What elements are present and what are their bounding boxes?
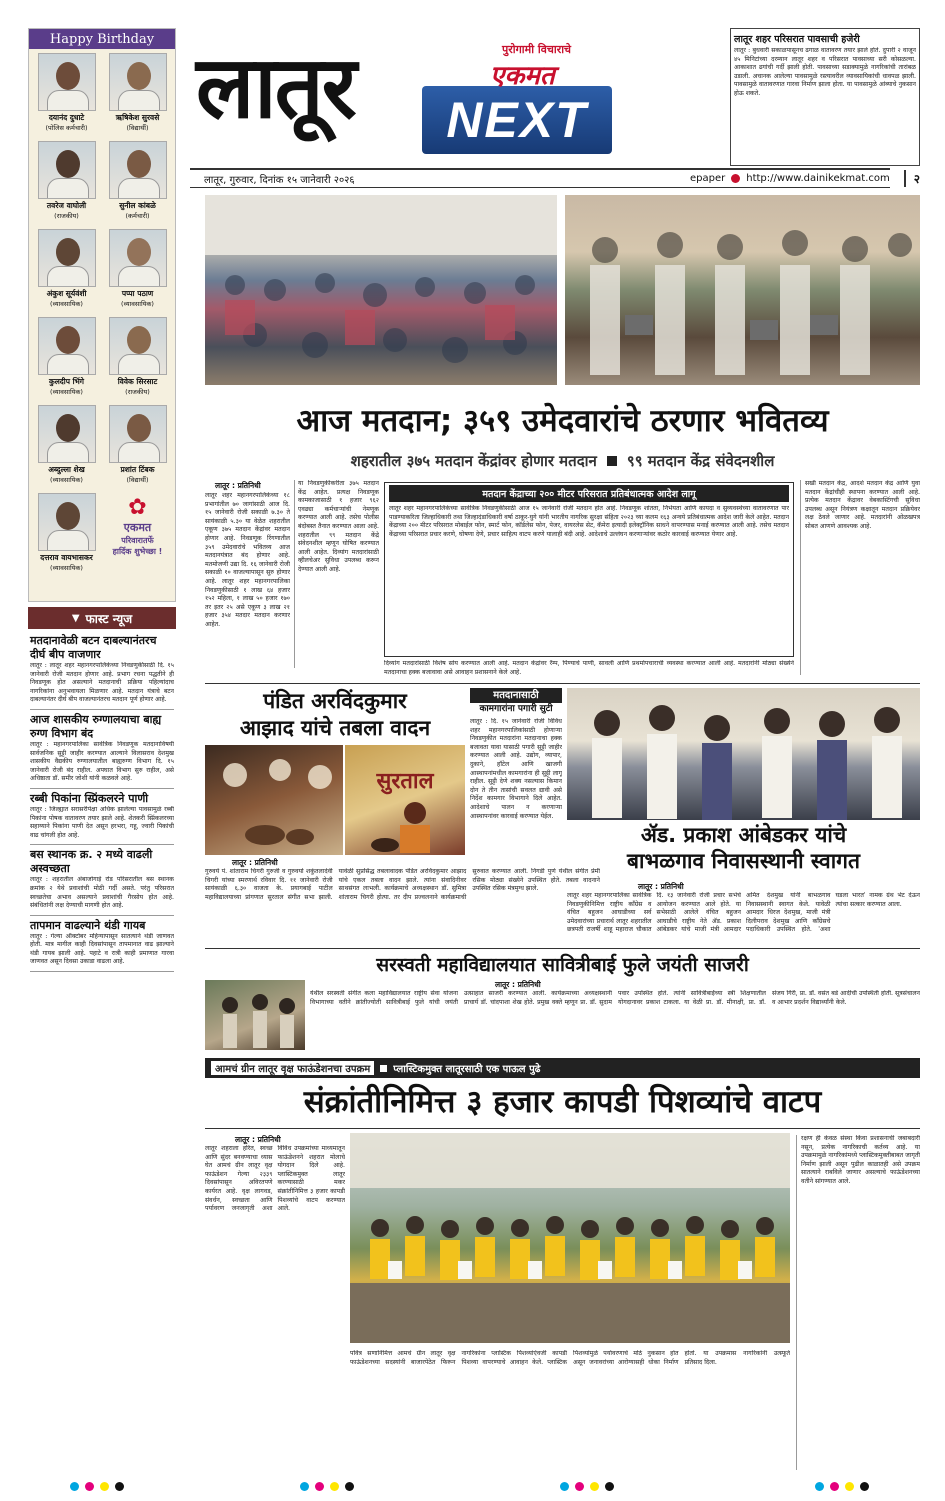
globe-icon [731,174,740,183]
green-body-col2: पवित्र सणानिमित्त आमचं ग्रीन लातूर वृक्ष फाऊंडेशनच्या सदस्यांनी बाजारपेठेत फिरून नागरिकांना प्लास्टिक पिशव्यांऐवजी कापडी पिशव्या वापरण्याचे आवाहन केले. प्लास्टिक पिशव्यांमुळे पर्यावरणाचे मोठे नुकसान होत असून जनावरांच्या आरोग्यासही धोका निर्माण होतो. या उपक्रमास नागरिकांनी उत्स्फूर्त प्रतिसाद दिला. [350,1350,790,1366]
birthday-wish-line: हार्दिक शुभेच्छा ! [112,547,163,556]
fast-news-headline: आज शासकीय रुग्णालयाचा बाह्य रुग्ण विभाग बंद [30,712,162,740]
savitri-body: येथील सरस्वती संगीत कला महाविद्यालयात राष्ट्रीय सेवा योजना विभागाच्या वतीने क्रांतीज्योती सावित्रीबाई फुले यांची जयंती उत्साहात साजरी करण्यात आली. कार्यक्रमाच्या अध्यक्षस्थानी प्राचार्य डॉ. चांदपाशा शेख होते. प्रमुख वक्ते म्हणून प्रा. डॉ. सुदाम पवार उपस्थित होते. त्यांनी सावित्रीबाईंच्या स्त्री शिक्षणातील योगदानावर प्रकाश टाकला. या वेळी प्रा. डॉ. मीनाक्षी, प्रा. डॉ. संजय गिरी, प्रा. डॉ. वसंत बडे आदींची उपस्थिती होती. सूत्रसंचालन व आभार प्रदर्शन विद्यार्थ्यांनी केले. [310,990,920,1006]
yellow-dot-icon [330,1482,339,1491]
ambedkar-byline: लातूर : प्रतिनिधी [638,882,684,891]
birthday-title: Happy Birthday [29,29,175,49]
person-name: पप्पा पठाण [121,289,154,298]
savitri-headline: सरस्वती महाविद्यालयात सावित्रीबाई फुले जयंती साजरी [376,954,749,976]
person-photo [38,53,96,111]
birthday-person [33,229,100,313]
yellow-dot-icon [100,1482,109,1491]
person-torso-icon [47,90,89,111]
polling-hall-photo [205,195,557,385]
person-photo [38,229,96,287]
person-photo [109,317,167,375]
fast-news-body: लातूर : गेल्या ऑक्टोबर महिन्यापासून सातत्याने थंडी जाणवत होती. मात्र मागील काही दिवसांपासून तापमानात वाढ झाल्याने थंडी गायब झाली आहे. पहाटे व रात्री काही प्रमाणात गारवा जाणवत असून दिवसा उकाडा वाढला आहे. [30,932,174,966]
cyan-dot-icon [70,1482,79,1491]
birthday-person [33,493,100,577]
crowd-illustration [205,195,557,385]
person-silhouette-icon [56,238,80,266]
person-role: (विद्यार्थी) [126,476,149,484]
leaders-illustration [567,688,920,820]
person-name: तवरेज वाघोली [46,201,87,210]
magenta-dot-icon [85,1482,94,1491]
person-torso-icon [118,90,160,111]
lead-body-col1: लातूर शहर महानगरपालिकेच्या १८ प्रभागांतील ७० जागांसाठी आज दि. १५ जानेवारी रोजी सकाळी ७.३० ते सायंकाळी ५.३० या वेळेत शहरातील एकूण ३७५ मतदान केंद्रांवर मतदान होणार आहे. निवडणूक रिंगणातील ३५९ उमेदवारांचे भवितव्य आज मतदानयंत्रात बंद होणार आहे. मतमोजणी उद्या दि. १६ जानेवारी रोजी सकाळी १० वाजल्यापासून सुरु होणार आहे. लातूर शहर महानगरपालिका निवडणुकीसाठी १ लाख ६४ हजार १५२ महिला, १ लाख ५० हजार १७० तर इतर २५ असे एकूण ३ लाख २१ हजार ३५४ मतदार मतदान करणार आहेत. [205,492,290,628]
masthead-next-logo [422,86,612,154]
black-dot-icon [345,1482,354,1491]
person-silhouette-icon [56,326,80,354]
ambedkar-body: लातूर शहर महानगरपालिका सार्वत्रिक निवडणुकीनिमित्त राष्ट्रीय काँग्रेस व वंचित बहुजन आघाडीच्या सर्व उमेदवारांच्या प्रचारार्थ लातूर शहरातील छत्रपती राजर्षी शाहू महाराज चौकात दि. १३ जानेवारी रोजी प्रचार सभेचे आयोजन करण्यात आले होते. या सभेसाठी आलेले वंचित बहुजन आघाडीचे राष्ट्रीय नेते ॲड. प्रकाश आंबेडकर यांचे माजी मंत्री आमदार अमित देशमुख यांनी बाभळगाव निवासस्थानी स्वागत केले. यावेळी आमदार धिरज देशमुख, माजी मंत्री दिलीपराव देशमुख आणि काँग्रेसचे पदाधिकारी उपस्थित होते. 'अशा घडला भारत' नामक ग्रंथ भेट देऊन त्यांचा सत्कार करण्यात आला. [567,892,920,934]
brand-tagline: पुरोगामी विचाराचे [502,43,572,56]
lead-headline: आज मतदान; ३५९ उमेदवारांचे ठरणार भवितव्य [296,403,829,439]
person-name: अब्दुल्ला शेख [48,465,85,474]
ambedkar-headline-line2: बाभळगाव निवासस्थानी स्वागत [627,849,860,873]
birthday-person [104,229,171,313]
birthday-person [104,317,171,401]
person-role: (व्यावसायिक) [121,300,154,308]
square-bullet-icon [380,1065,387,1072]
fast-news-item [30,710,174,789]
person-role: (व्यावसायिक) [50,388,83,396]
person-name: सुनील कांबळे [119,201,156,210]
black-dot-icon [605,1482,614,1491]
birthday-person [104,405,171,489]
tabla-byline: लातूर : प्रतिनिधी [232,858,278,867]
yellow-dot-icon [590,1482,599,1491]
person-torso-icon [118,266,160,287]
person-name: प्रशांत टिंबक [120,465,155,474]
person-role: (राजकीय) [54,212,79,220]
musicians-illustration [205,745,343,855]
person-silhouette-icon [56,62,80,90]
lead-separator [205,683,920,684]
birthday-grid [33,53,171,577]
birthday-person [33,317,100,401]
magenta-dot-icon [830,1482,839,1491]
magenta-dot-icon [575,1482,584,1491]
ambedkar-photo [567,688,920,820]
person-photo [109,229,167,287]
person-silhouette-icon [56,414,80,442]
cyan-dot-icon [300,1482,309,1491]
brand-logo: एकमत [490,61,555,91]
person-torso-icon [118,354,160,375]
birthday-person [33,53,100,137]
green-kicker-bar [205,1058,920,1078]
person-torso-icon [47,354,89,375]
volunteers-illustration [350,1133,790,1343]
fast-news-item [30,631,174,710]
person-role: (विद्यार्थी) [126,124,149,132]
cyan-dot-icon [560,1482,569,1491]
person-silhouette-icon [127,414,151,442]
tabla-headline-line1: पंडित अरविंदकुमार [263,689,407,713]
yellow-dot-icon [845,1482,854,1491]
person-photo [38,493,96,551]
top-news-body: लातूर : बुधवारी सकाळपासूनच ढगाळ वातावरण तयार झाले होते. दुपारी २ वाजून ४५ मिनिटांच्या दरम्यान लातूर शहर व परिसरात पावसाच्या सरी कोसळल्या. आकाशात ढगांची गर्दी झाली होती. पावसाच्या सडाक्यामुळे नागरिकांची तारांबळ उडाली. अचानक आलेल्या पावसामुळे रस्त्यावरील व्यावसायिकांची धावपळ झाली. पावसामुळे वातावरणात गारवा निर्माण झाला होता. या पावसामुळे आंब्याचे नुकसान होऊ शकते. [734,47,916,97]
fast-news-body: लातूर : लातूर शहर महानगरपालिकेच्या निवडणुकीसाठी दि. १५ जानेवारी रोजी मतदान होणार आहे. प्रभाग रचना पद्धतीने ही निवडणूक होत असल्याने मतदानाची प्रक्रिया पहिल्यांदाच नागरिकांना अनुभवायला मिळणार आहे. मतदान यंत्राचे बटन दाबल्यानंतर दीर्घ बीप वाजल्यानंतरच मतदान पूर्ण होणार आहे. [30,662,174,704]
green-kicker-right: प्लास्टिकमुक्त लातूरसाठी एक पाऊल पुढे [393,1064,541,1075]
lead-box-title: मतदान केंद्राच्या २०० मीटर परिसरात प्रतिबंधात्मक आदेश लागू [389,485,789,502]
fast-news-headline: तापमान वाढल्याने थंडी गायब [30,918,146,932]
person-role: (व्यावसायिक) [50,564,83,572]
person-silhouette-icon [127,238,151,266]
tabla-photo-right [345,745,465,855]
dateline: लातूर, गुरुवार, दिनांक १५ जानेवारी २०२६ [204,174,355,186]
suratal-banner: सुरताल [376,769,434,794]
person-torso-icon [47,442,89,463]
masthead-title: लातूर [196,38,355,138]
page-number: २ [904,170,920,187]
fast-news-body: लातूर : महानगरपालिका सार्वत्रिक निवडणूक मतदानाविषयी सार्वजनिक सुट्टी जाहीर करण्यात आल्याने विलासराव देशमुख शासकीय वैद्यकीय रुग्णालयातील बाह्यरुग्ण विभाग दि. १५ जानेवारी रोजी बंद राहील. अपघात विभाग सुरु राहील, असे अधिष्ठाता डॉ. समीर जोशी यांनी कळवले आहे. [30,740,174,783]
birthday-wish-line: परिवारातर्फे [121,536,154,545]
lead-subhead-b: ९९ मतदान केंद्र संवेदनशील [626,452,775,470]
person-photo [38,317,96,375]
person-role: (कर्मचारी) [125,212,150,220]
person-role: (राजकीय) [125,388,150,396]
tabla-headline [205,688,465,742]
person-role: (व्यावसायिक) [50,476,83,484]
tabla-headline-line2: आझाद यांचे तबला वादन [239,716,431,740]
registration-marks-mid1 [300,1482,354,1491]
fast-news-item [30,789,174,845]
person-torso-icon [47,178,89,199]
poll-headline-line1: मतदानासाठी [470,688,562,703]
person-name: अंकुश सूर्यवंशी [46,289,87,298]
birthday-wish-line: एकमत [123,521,152,534]
person-name: विवेक सिरसाट [117,377,158,386]
lead-body-col2: या निवडणुकीकरीता ३७५ मतदान केंद्र आहेत. प्रत्यक्ष निवडणूक कामकाजासाठी १ हजार ९६२ एवढ्या कर्मचाऱ्यांची नेमणूक करण्यात आली आहे. तसेच पोलीस बंदोबस्त तैनात करण्यात आला आहे. शहरातील ९९ मतदान केंद्रे संवेदनशील म्हणून घोषित करण्यात आली आहेत. दिव्यांग मतदारांसाठी व्हीलचेअर सुविधा उपलब्ध करून देण्यात आली आहे. [294,480,379,668]
green-headline: संक्रांतीनिमित्त ३ हजार कापडी पिशव्यांचे वाटप [303,1084,822,1120]
green-kicker: आमचं ग्रीन लातूर वृक्ष फाऊंडेशनचा उपक्रम [211,1061,374,1075]
person-name: कुलदीप भिंगे [48,377,85,386]
lead-subhead-bar [205,448,920,474]
green-separator [205,1128,920,1129]
cyan-dot-icon [815,1482,824,1491]
poll-headline-line2: कामगारांना पगारी सुटी [479,704,553,714]
person-role: (व्यावसायिक) [50,300,83,308]
evm-officials-photo [565,195,920,385]
masthead [190,28,720,193]
birthday-person [104,53,171,137]
bouquet-icon: ✿ [128,495,147,520]
person-name: दयानंद दुधाटे [48,113,85,122]
person-torso-icon [47,530,89,551]
person-silhouette-icon [56,150,80,178]
person-photo [109,405,167,463]
top-news-headline: लातूर शहर परिसरात पावसाची हजेरी [734,34,860,45]
person-name: दत्तराव वायभासकर [40,553,93,562]
green-body-col1: लातूर शहराला हरित, स्वच्छ आणि सुंदर बनवण्याचा ध्यास घेत आमचं ग्रीन लातूर वृक्ष फाऊंडेशन गेल्या २३३९ दिवसांपासून अविरतपणे कार्यरत आहे. वृक्ष लागवड, संवर्धन, स्वच्छता आणि पर्यावरण जनजागृती अशा विविध उपक्रमांच्या माध्यमातून फाऊंडेशनने शहरात मोलाचे योगदान दिले आहे. प्लास्टिकमुक्त लातूर करण्यासाठी मकर संक्रांतीनिमित्त ३ हजार कापडी पिशव्यांचे वाटप करण्यात आले. [205,1145,345,1213]
person-photo [109,141,167,199]
person-silhouette-icon [127,62,151,90]
lead-body-col3: दिव्यांग मतदारांसाठी विशेष सोय करण्यात आली आहे. मतदान केंद्रांवर रॅम्प, पिण्याचे पाणी, सावली आणि प्रथमोपचाराची व्यवस्था करण्यात आली आहे. मतदारांनी मोठ्या संख्येने मतदानाचा हक्क बजावावा असे आवाहन प्रशासनाने केले आहे. [384,660,794,676]
fast-news-headline: बस स्थानक क्र. २ मध्ये वाढली अस्वच्छता [30,848,153,876]
registration-marks-right [815,1482,869,1491]
person-name: ऋषिकेश सुरवसे [115,113,160,122]
black-dot-icon [860,1482,869,1491]
event-illustration [205,980,305,1050]
birthday-wish [104,493,171,577]
ambedkar-headline [567,822,920,874]
birthday-person [33,141,100,225]
masthead-next-text: NEXT [446,92,588,148]
fast-news-headline: रब्बी पिकांना स्प्रिंकलरने पाणी [30,791,149,805]
tabla-body: गुरुवर्य पं. शांताराम चिगरी गुरुजी व गुरुवर्या शकुंतलादेवी चिगरी यांच्या स्मरणार्थ रविवार दि. ११ जानेवारी रोजी सायंकाळी ६.३० वाजता के. प्रयागबाई पाटील महाविद्यालयाच्या प्रांगणात सुरताल संगीत सभा झाली. यावेळी सुप्रसिद्ध तबलावादक पंडित अरविंदकुमार आझाद यांचे एकल तबला वादन झाले. त्यांना संवादिनीवर साथसंगत लाभली. कार्यक्रमाचे अध्यक्षस्थान डॉ. सुमित्रा शांताराम चिगरी होत्या. तर दीप प्रज्वलनाने कार्यक्रमाची सुरुवात करण्यात आली. निगडी पुणे येथील संगीत प्रेमी रसिक मोठ्या संख्येने उपस्थित होते. तबला वादनाने उपस्थित रसिक मंत्रमुग्ध झाले. [205,868,600,901]
lead-box [384,482,794,657]
fast-news-body: लातूर : शहरातील अंबाजोगाई रोड परिसरातील बस स्थानक क्रमांक २ येथे प्रवाशांची मोठी गर्दी असते. परंतु परिसरात स्वच्छतेचा अभाव असल्याने प्रवाशांची गैरसोय होत आहे. संबंधितांनी लक्ष देण्याची मागणी होत आहे. [30,876,174,910]
fast-news-list [28,629,176,974]
tabla-player-illustration [345,795,465,855]
person-silhouette-icon [56,502,80,530]
lead-byline: लातूर : प्रतिनिधी [215,481,261,490]
person-silhouette-icon [127,150,151,178]
green-body-col3: रक्षण ही केवळ संस्था किंवा प्रशासनाची जबाबदारी नसून, प्रत्येक नागरिकाची कर्तव्य आहे. या उपक्रमामुळे नागरिकांमध्ये प्लास्टिकमुक्तीबाबत जागृती निर्माण झाली असून पुढील काळातही असे उपक्रम सातत्याने राबविले जाणार असल्याचे फाऊंडेशनच्या वतीने सांगण्यात आले. [796,1135,920,1470]
poll-headline [470,688,562,716]
fast-news-body: लातूर : जिल्ह्यात सरासरीपेक्षा अधिक झालेल्या पावसामुळे रब्बी पिकांना पोषक वातावरण तयार झाले आहे. शेतकरी स्प्रिंकलरच्या सहाय्याने पिकांना पाणी देत असून हरभरा, गहू, ज्वारी पिकांची वाढ चांगली होत आहे. [30,805,174,839]
person-photo [38,141,96,199]
person-photo [38,405,96,463]
black-dot-icon [115,1482,124,1491]
person-silhouette-icon [127,326,151,354]
fast-news-item [30,916,174,972]
top-news [730,28,920,166]
birthday-person [33,405,100,489]
fast-news-item [30,845,174,915]
birthday-panel [28,28,176,602]
website-link[interactable]: http://www.dainikekmat.com [746,172,890,184]
tabla-photo-left [205,745,343,855]
square-bullet-icon [607,456,617,466]
lead-subhead-a: शहरातील ३७५ मतदान केंद्रांवर होणार मतदान [350,452,597,470]
person-photo [109,53,167,111]
magenta-dot-icon [315,1482,324,1491]
registration-marks-mid2 [560,1482,614,1491]
fast-news-title: फास्ट न्यूज [85,611,133,626]
fast-news-title-bar [28,607,176,629]
person-role: (पोलिस कर्मचारी) [45,124,88,132]
person-torso-icon [47,266,89,287]
person-torso-icon [118,442,160,463]
epaper-strip [690,168,920,188]
lead-box-body: लातूर शहर महानगरपालिकेच्या सार्वत्रिक निवडणुकीसाठी आज १५ जानेवारी रोजी मतदान होत आहे. निवडणूक शांतता, निर्भयता आणि कायदा व सुव्यवस्थेच्या वातावरणात पार पाडण्याकरिता जिल्हाधिकारी तथा जिल्हादंडाधिकारी वर्षा ठाकूर-घुगे यांनी भारतीय नागरिक सुरक्षा संहिता २०२३ च्या कलम १६३ अन्वये प्रतिबंधात्मक आदेश जारी केले आहेत. मतदान केंद्राच्या २०० मीटर परिसरात मोबाईल फोन, स्मार्ट फोन, कॉर्डलेस फोन, पेजर, वायरलेस सेट, कॅमेरा इत्यादी इलेक्ट्रॉनिक साधने वापरण्यास मनाई करण्यात आली आहे. तसेच मतदान केंद्राच्या परिसरात प्रचार करणे, घोषणा देणे, प्रचार साहित्य वाटप करणे यालाही बंदी आहे. आदेशाचे उल्लंघन करणाऱ्यांवर कठोर कारवाई करण्यात येणार आहे. [389,505,789,538]
savitri-byline: लातूर : प्रतिनिधी [495,980,541,989]
savitri-separator [205,948,920,949]
birthday-person [104,141,171,225]
person-torso-icon [118,178,160,199]
poll-body: लातूर : दि. १५ जानेवारी रोजी विविध शहर महानगरपालिकांसाठी होणाऱ्या निवडणुकीत मतदारांना मतदानाचा हक्क बजावता यावा यासाठी पगारी सुट्टी जाहीर करण्यात आली आहे. उद्योग, व्यापार, दुकाने, हॉटेल आणि खाजगी आस्थापनांमधील कामगारांना ही सुट्टी लागू राहील. सुट्टी देणे शक्य नसल्यास किमान दोन ते तीन तासांची सवलत द्यावी असे निर्देश कामगार विभागाने दिले आहेत. आदेशाचे पालन न करणाऱ्या आस्थापनांवर कारवाई करण्यात येईल. [470,718,562,820]
fast-news-headline: मतदानावेळी बटन दाबल्यानंतरच दीर्घ बीप वाजणार [30,634,157,661]
lead-body-col4: सखी मतदान केंद्र, आदर्श मतदान केंद्र आणि युवा मतदान केंद्रांचीही स्थापना करण्यात आली आहे. प्रत्येक मतदान केंद्रावर वेबकास्टिंगची सुविधा उपलब्ध असून नियंत्रण कक्षातून मतदान प्रक्रियेवर लक्ष ठेवले जाणार आहे. मतदारांनी ओळखपत्र सोबत आणणे आवश्यक आहे. [800,480,920,675]
savitri-photo [205,980,305,1050]
green-group-photo [350,1133,790,1343]
ambedkar-headline-line1: ॲड. प्रकाश आंबेडकर यांचे [640,823,847,847]
chevron-down-icon: ▼ [71,612,80,624]
green-byline: लातूर : प्रतिनिधी [235,1135,281,1144]
registration-marks-left [70,1482,124,1491]
officials-illustration [565,195,920,385]
fast-news-panel [28,607,176,1477]
epaper-label: epaper [690,172,726,184]
